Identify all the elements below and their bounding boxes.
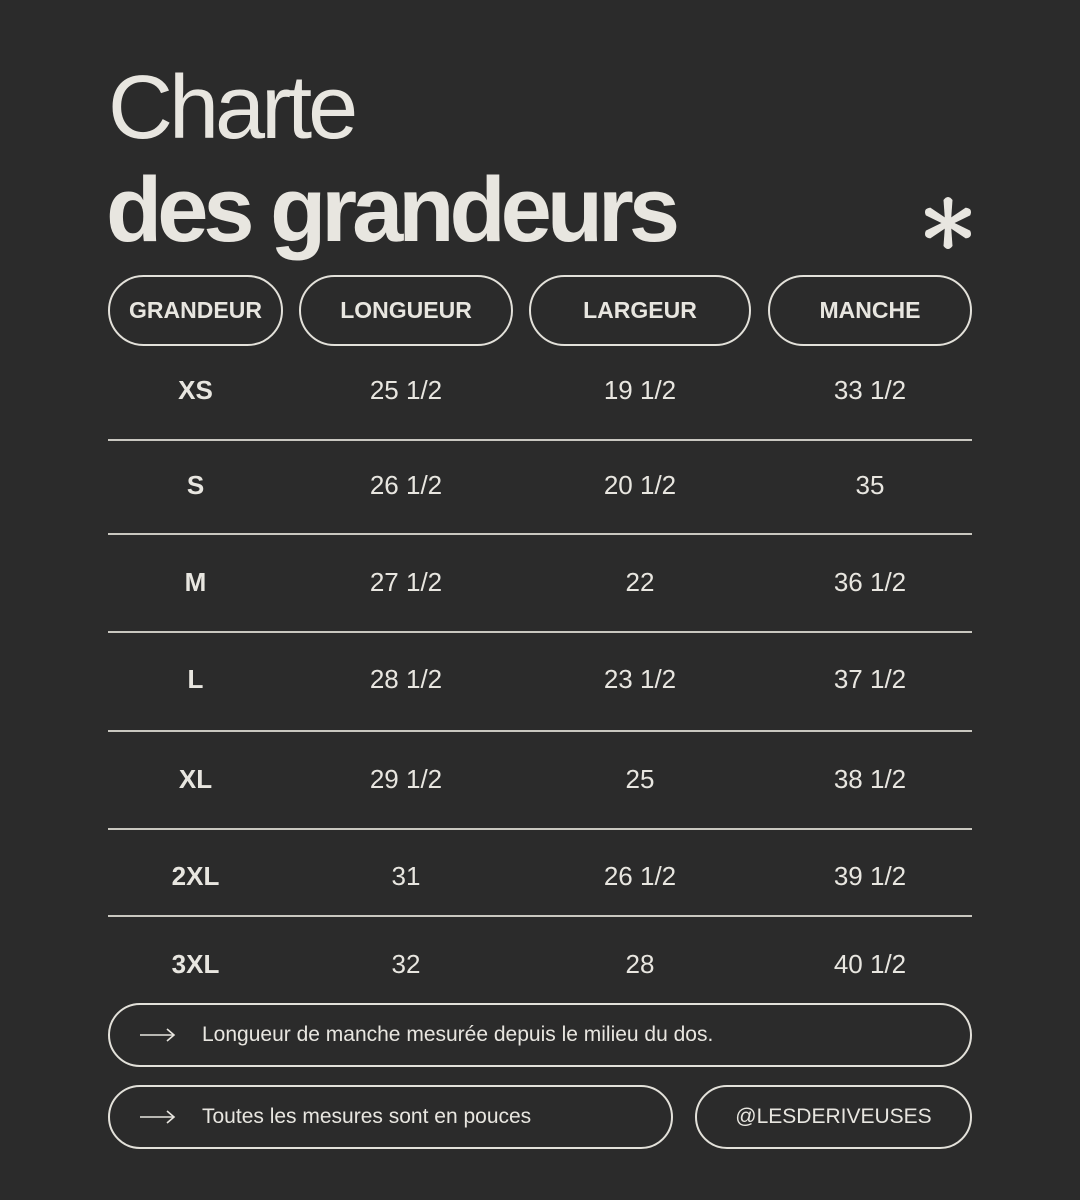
manche-cell: 37 1/2 bbox=[833, 663, 907, 694]
row-divider bbox=[108, 439, 972, 441]
table-row bbox=[0, 749, 1080, 809]
largeur-cell: 25 bbox=[625, 763, 655, 794]
manche-cell: 35 bbox=[855, 469, 885, 500]
longueur-cell: 26 1/2 bbox=[369, 469, 443, 500]
largeur-cell: 23 1/2 bbox=[603, 663, 677, 694]
arrow-right-icon bbox=[138, 1027, 178, 1043]
longueur-cell: 29 1/2 bbox=[369, 763, 443, 794]
units-note-text: Toutes les mesures sont en pouces bbox=[202, 1105, 532, 1128]
largeur-cell: 22 bbox=[625, 566, 655, 597]
largeur-cell: 20 1/2 bbox=[603, 469, 677, 500]
social-handle-text: @LESDERIVEUSES bbox=[735, 1105, 932, 1128]
table-row bbox=[0, 552, 1080, 612]
header-grandeur: GRANDEUR bbox=[108, 275, 283, 346]
row-divider bbox=[108, 730, 972, 732]
header-longueur: LONGUEUR bbox=[299, 275, 513, 346]
largeur-cell: 28 bbox=[625, 948, 655, 979]
table-row bbox=[0, 649, 1080, 709]
manche-cell: 40 1/2 bbox=[833, 948, 907, 979]
title-line-2: des grandeurs bbox=[106, 159, 675, 261]
manche-cell: 39 1/2 bbox=[833, 860, 907, 891]
largeur-cell: 19 1/2 bbox=[603, 374, 677, 405]
largeur-cell: 26 1/2 bbox=[603, 860, 677, 891]
longueur-cell: 27 1/2 bbox=[369, 566, 443, 597]
longueur-cell: 25 1/2 bbox=[369, 374, 443, 405]
size-cell: M bbox=[184, 566, 207, 597]
row-divider bbox=[108, 915, 972, 917]
size-cell: 3XL bbox=[171, 948, 220, 979]
manche-cell: 33 1/2 bbox=[833, 374, 907, 405]
table-row bbox=[0, 360, 1080, 420]
size-cell: XS bbox=[178, 374, 213, 405]
arrow-right-icon bbox=[138, 1109, 178, 1125]
sleeve-note-text: Longueur de manche mesurée depuis le milieu du dos. bbox=[202, 1023, 714, 1046]
row-divider bbox=[108, 631, 972, 633]
size-cell: L bbox=[187, 663, 204, 694]
size-cell: S bbox=[186, 469, 205, 500]
table-row bbox=[0, 455, 1080, 515]
table-row bbox=[0, 934, 1080, 994]
table-header bbox=[0, 275, 1080, 346]
asterisk-icon bbox=[920, 193, 976, 253]
sleeve-measurement-note bbox=[108, 1003, 972, 1067]
row-divider bbox=[108, 533, 972, 535]
manche-cell: 38 1/2 bbox=[833, 763, 907, 794]
manche-cell: 36 1/2 bbox=[833, 566, 907, 597]
longueur-cell: 32 bbox=[391, 948, 421, 979]
longueur-cell: 31 bbox=[391, 860, 421, 891]
header-manche: MANCHE bbox=[768, 275, 972, 346]
title-line-1: Charte bbox=[108, 58, 355, 158]
longueur-cell: 28 1/2 bbox=[369, 663, 443, 694]
size-cell: XL bbox=[178, 763, 213, 794]
units-note bbox=[108, 1085, 673, 1149]
table-row bbox=[0, 846, 1080, 906]
social-handle-link[interactable] bbox=[695, 1085, 972, 1149]
size-cell: 2XL bbox=[171, 860, 220, 891]
row-divider bbox=[108, 828, 972, 830]
header-largeur: LARGEUR bbox=[529, 275, 751, 346]
